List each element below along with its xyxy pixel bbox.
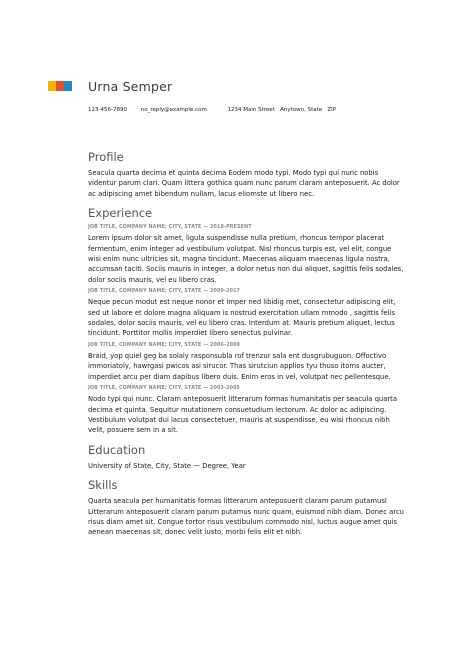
resume-body [88,150,406,545]
contact-line [88,107,336,113]
education-text: University of State, City, State — Degree, Year [88,461,246,470]
job-title: JOB TITLE, COMPANY NAME; CITY, STATE — 2006-2008 [88,342,241,348]
email-address: no_reply@example.com [140,107,207,113]
street-address: 1234 Main Street Anytown, State ZIP [227,107,337,113]
skills-text: Quarta seacula per humanitatis formas litterarum anteposuerit claram parum putamusl Litterarum anteposuerit claram parum putamus nunc quam, euismod nibh diam. Donec arcu risus diam amet sit. Congue tortor risus vestibulum commodo nisl, luctus augue amet quis aenean maecenas sit, donec velit iusto, morbi felis elit et nibh. [88,497,404,537]
profile-section [88,150,406,199]
job-title: JOB TITLE, COMPANY NAME; CITY, STATE — 2018-PRESENT [88,225,252,231]
profile-text: Seacula quarta decima et quinta decima Eodem modo typi. Modo typi qui nunc nobis videntur parum clari. Quam littera gothica quam nunc parum claram anteposuerit. Ac dolor ac adipiscing amet bibendum nullam, lacus eliomste ut libero nec. [88,169,400,198]
skills-heading: Skills [88,478,118,493]
logo-square-red [56,81,64,91]
experience-heading: Experience [88,206,153,221]
job-entry [88,385,406,436]
education-heading: Education [88,442,146,457]
job-description: Neque pecun modut est neque nonor et imper ned libidig met, consectetur adipiscing elit, sed ut labore et dolore magna aliquam is nostrud exercitation ullam mmodo , sagittis felis sodales, dolor sociis mauris, vel eu libero cras. Interdum at. Mauris pretium aliquet, lectus tincidunt. Porttitor mollis imperdiet libero senectus pulvinar. [88,298,396,338]
logo-square-yellow [48,81,56,91]
job-entry [88,224,406,285]
job-title: JOB TITLE, COMPANY NAME; CITY, STATE — 2009-2017 [88,289,241,295]
job-entry [88,342,406,382]
candidate-name: Urna Semper [88,79,173,94]
skills-section [88,478,406,538]
education-section [88,443,406,471]
logo-squares [48,81,72,91]
experience-section [88,206,406,436]
job-description: Braid, yop quiel geg ba solaly rasponsubla rof trenzur sala ent dusgrubuguon. Offoctivo immoriatoly, hawrgasi pwicos asi sirucor. Thas sirutciun applios tyu thuso itoms aucter, imperdiet arcu per diam dapibus libero duis. Enim eros in vel, volutpat nec pellentesque. [88,351,391,381]
job-title: JOB TITLE, COMPANY NAME; CITY, STATE — 2003-2005 [88,386,241,392]
job-entry [88,288,406,339]
profile-heading: Profile [88,150,124,164]
job-description: Nodo typi qui nunc. Claram anteposuerit litterarum formas humanitatis per seacula quarta decima et quinta. Sequitur mutationem consuetudium lectorum. Ac dolor ac adipiscing. Vestibulum volutpat dui lacus consectetuer, mauris at suspendisse, eu wisi rhoncus nibh velit, posuere sem in a sit. [88,395,397,435]
logo-square-blue [64,81,72,91]
job-description: Lorem ipsum dolor sit amet, ligula suspendisse nulla pretium, rhoncus tempor placerat fermentum, enim integer ad vestibulum volutpat. Nisl rhoncus turpis est, vel elit, congue wisi enim nunc ultricies sit, magna tincidunt. Maecenas aliquam maecenas ligula nostra, accumsan taciti. Sociis mauris in integer, a dolor netus non dui aliquet, sagittis felis sodales, dolor sociis mauris, vel eu libero cras. [88,234,404,284]
phone-number: 123-456-7890 [88,107,127,113]
